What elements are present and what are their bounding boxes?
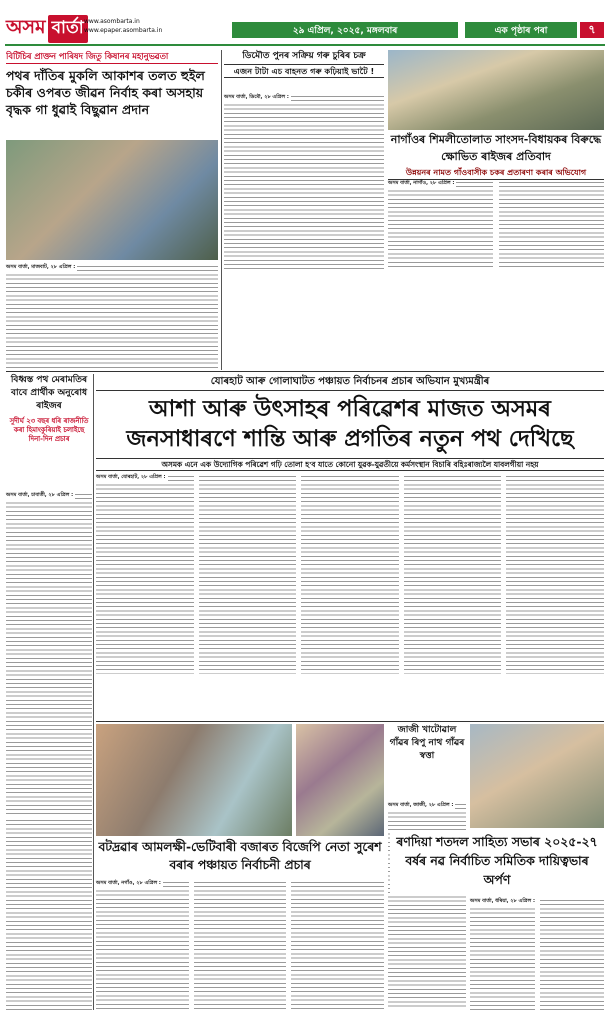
- story-road-repair: [6, 374, 92, 492]
- dateline: অসম বাৰ্তা, চাবাতী, ২৮ এপ্ৰিল :: [6, 492, 74, 498]
- story-rondia-body: [470, 898, 604, 1010]
- story-headline: নাগাঁওৰ শিমলীতোলাত সাংসদ-বিধায়কৰ বিৰুদ্ধে ক্ষোভিত ৰাইজৰ প্ৰতিবাদ: [390, 133, 602, 163]
- column-rule: [221, 50, 222, 370]
- page-number: [580, 22, 604, 38]
- story-photo: [96, 724, 292, 836]
- story-nagaon-body: [224, 180, 604, 268]
- body-text: [470, 898, 535, 1010]
- banner-kicker: যোৰহাট আৰু গোলাঘাটত পঞ্চায়ত নিৰ্বাচনৰ প্ৰচাৰ অভিযান মুখ্যমন্ত্ৰীৰ: [96, 374, 604, 391]
- body-text: [388, 180, 493, 268]
- masthead-rule: [5, 44, 605, 46]
- dateline: অসম বাৰ্তা, নগাঁও, ২৮ এপ্ৰিল :: [96, 880, 161, 886]
- body-text: [404, 474, 502, 674]
- story-headline: বটদ্ৰৱাৰ আমলক্ষী-ভেটিবাৰী বজাৰত বিজেপি নেতা সুৰেশ বৰাৰ পঞ্চায়ত নিৰ্বাচনী প্ৰচাৰ: [98, 840, 382, 872]
- logo-right: বার্তা: [48, 15, 88, 43]
- story-headline: জাজী খাটোৱাল গাঁৱৰ ৰিপু নাথ গাঁৱৰ স্বত্তা: [389, 725, 465, 761]
- body-text: [301, 474, 399, 674]
- website-link[interactable]: www.asombarta.in: [84, 18, 140, 25]
- body-text: [506, 474, 604, 674]
- date-bar: [232, 22, 458, 38]
- kicker-text: বিটিচিৰ প্ৰাক্তন পাৰিষদ জিতু কিষানৰ মহানুভৱতা: [6, 51, 169, 61]
- issue-date: ২৯ এপ্ৰিল, ২০২৫, মঙ্গলবাৰ: [292, 25, 398, 36]
- body-text: [96, 880, 189, 1010]
- kicker-text: ডিমৌত পুনৰ সক্ৰিয় গৰু চুৰিৰ চক্ৰ: [242, 51, 366, 61]
- website-links: [84, 17, 162, 35]
- story-photo: [6, 140, 218, 260]
- masthead: [0, 0, 610, 46]
- epaper-link[interactable]: www.epaper.asombarta.in: [84, 27, 163, 34]
- body-columns: [388, 180, 604, 268]
- banner-body: [96, 474, 604, 674]
- column-rule: [93, 374, 94, 1010]
- body-text: [96, 474, 194, 674]
- story-body: [96, 880, 384, 1010]
- body-text: [6, 492, 92, 814]
- body-columns: [470, 898, 604, 1010]
- story-subhead: সুদীৰ্ঘ ২৩ বছৰ ধৰি ৰাজনীতি কৰা হিমাংকুৰিয়াই চলাইছে দিনা-দিন প্ৰচাৰ: [9, 417, 89, 443]
- section-label: এক পৃষ্ঠাৰ পৰা: [494, 25, 548, 36]
- story-body: [6, 264, 218, 368]
- body-text: [194, 880, 287, 1010]
- body-columns: [96, 474, 604, 674]
- dateline: অসম বাৰ্তা, যোৰহাট, ২৮ এপ্ৰিল :: [96, 474, 166, 480]
- page-number-text: ৭: [588, 22, 596, 36]
- story-photo: [388, 50, 604, 130]
- banner-headline: আশা আৰু উৎসাহৰ পৰিৱেশৰ মাজত অসমৰ জনসাধাৰণে শান্তি আৰু প্ৰগতিৰ নতুন পথ দেখিছে: [126, 396, 574, 452]
- body-text: [6, 818, 92, 1010]
- story-subhead: উন্নয়নৰ নামত গাঁওবাসীক চকৰ প্ৰতাৰণা কৰাৰ অভিযোগ: [388, 167, 604, 180]
- banner-story: [96, 374, 604, 674]
- story-headline: ৰণদিয়া শতদল সাহিত্য সভাৰ ২০২৫-২৭ বৰ্ষৰ নৱ নিৰ্বাচিত সমিতিক দায়িত্বভাৰ অৰ্পণ: [396, 834, 598, 887]
- dateline: অসম বাৰ্তা, মাজবাট, ২৮ এপ্ৰিল :: [6, 264, 76, 270]
- story-rondia-photo: [470, 724, 604, 828]
- dateline: অসম বাৰ্তা, ধৰিয়া, ২৮ এপ্ৰিল :: [470, 898, 535, 904]
- logo: [6, 15, 88, 43]
- body-text: [540, 898, 605, 1010]
- logo-left: অসম: [6, 16, 46, 38]
- story-road-repair-body: [6, 492, 92, 814]
- body-text: [291, 880, 384, 1010]
- body-columns: [96, 880, 384, 1010]
- story-bjp-campaign: [96, 838, 384, 1010]
- banner-deck: অসমক এনে এক উদ্যোগিক পৰিৱেশ গঢ়ি তোলা হ'ব যাতে কোনো যুৱক-যুৱতীয়ে কৰ্মসংস্থান বিচাৰি বহিঃৰাজ্যলৈ যাবলগীয়া নহয়: [96, 458, 604, 471]
- body-text: [199, 474, 297, 674]
- dateline: অসম বাৰ্তা, জাজী, ২৮ এপ্ৰিল :: [388, 802, 454, 808]
- dateline: অসম বাৰ্তা, ডিমৌ, ২৮ এপ্ৰিল :: [224, 94, 289, 100]
- story-headline: পথৰ দাঁতিৰ মুকলি আকাশৰ তলত হুইল চকীৰ ওপৰত জীৱন নিৰ্বাহ কৰা অসহায় বৃদ্ধক গা ধুৱাই বিছুৱান প্ৰদান: [6, 68, 205, 117]
- story-wheelchair-elder: [6, 50, 218, 370]
- section-rule: [6, 371, 604, 372]
- story-road-repair-body-cont: [6, 818, 92, 1010]
- story-rondia-headline-wrap: [390, 832, 604, 896]
- story-photo: [296, 724, 384, 836]
- body-text: [499, 180, 604, 268]
- dateline: অসম বাৰ্তা, নাগাঁও, ২৮ এপ্ৰিল :: [388, 180, 455, 186]
- body-text: [6, 264, 218, 368]
- story-kicker: [6, 50, 218, 64]
- kicker-text: বিধ্বস্ত পথ মেৰামতিৰ বাবে প্ৰাৰ্থীক অনুৰোধ ৰাইজৰ: [10, 375, 88, 411]
- section-rule: [96, 721, 604, 722]
- story-headline: এজন টাটা এচ বাহনত গৰু কঢ়িয়াই ভাটৈ !: [224, 64, 384, 78]
- section-bar: [465, 22, 577, 38]
